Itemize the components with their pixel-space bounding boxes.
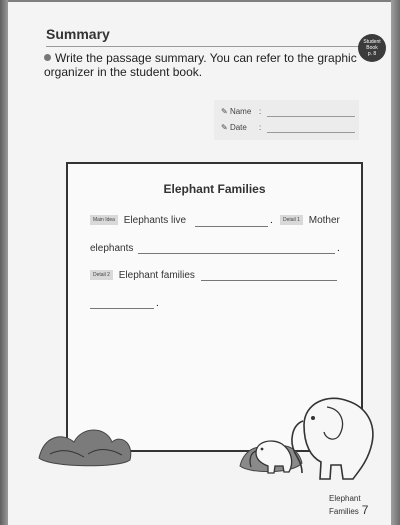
instruction-text: Write the passage summary. You can refer to the graphic organizer in the student book. — [44, 51, 357, 79]
main-idea-row — [90, 215, 186, 226]
date-input-line[interactable] — [267, 132, 355, 133]
detail1-text: Mother — [308, 215, 340, 226]
date-label: Date — [229, 123, 247, 132]
detail2-row — [90, 270, 195, 281]
detail1-row — [280, 215, 340, 226]
adult-elephant-illustration — [286, 385, 384, 483]
main-idea-period: . — [270, 215, 273, 226]
badge-line-1: Student — [363, 39, 381, 45]
student-info-box — [214, 100, 359, 140]
pencil-icon: ✎ — [221, 107, 228, 116]
final-period: . — [156, 298, 159, 309]
main-idea-blank[interactable] — [195, 226, 268, 227]
elephants-text: elephants — [90, 243, 134, 254]
baby-elephant-illustration — [246, 433, 300, 481]
date-row — [221, 123, 262, 132]
bullet-icon — [44, 54, 51, 61]
detail2-tag: Detail 2 — [90, 270, 113, 280]
main-idea-tag: Main Idea — [90, 215, 118, 225]
left-bush-illustration — [34, 416, 136, 470]
page-number: 7 — [361, 503, 369, 517]
elephants-blank[interactable] — [138, 253, 335, 254]
name-input-line[interactable] — [267, 116, 355, 117]
footer-title: Elephant Families — [329, 494, 361, 516]
final-blank[interactable] — [90, 308, 154, 309]
section-divider — [46, 46, 368, 47]
badge-line-3: p. 8 — [367, 51, 377, 57]
organizer-title: Elephant Families — [163, 182, 266, 196]
date-separator: : — [259, 123, 262, 132]
badge-line-2: Book — [366, 45, 378, 51]
detail2-text: Elephant families — [118, 270, 195, 281]
name-separator: : — [259, 107, 262, 116]
page-edge-shadow — [0, 0, 8, 525]
detail1-tag: Detail 1 — [280, 215, 303, 225]
elephants-period: . — [337, 243, 340, 254]
footer-page-label — [329, 494, 391, 517]
section-title: Summary — [46, 26, 110, 42]
elephants-row — [90, 243, 133, 254]
pencil-icon: ✎ — [221, 123, 228, 132]
right-edge-shadow — [391, 0, 400, 525]
worksheet-page — [8, 2, 391, 525]
name-label: Name — [229, 107, 252, 116]
detail2-blank[interactable] — [201, 280, 337, 281]
main-idea-text: Elephants live — [123, 215, 187, 226]
name-row — [221, 107, 262, 116]
